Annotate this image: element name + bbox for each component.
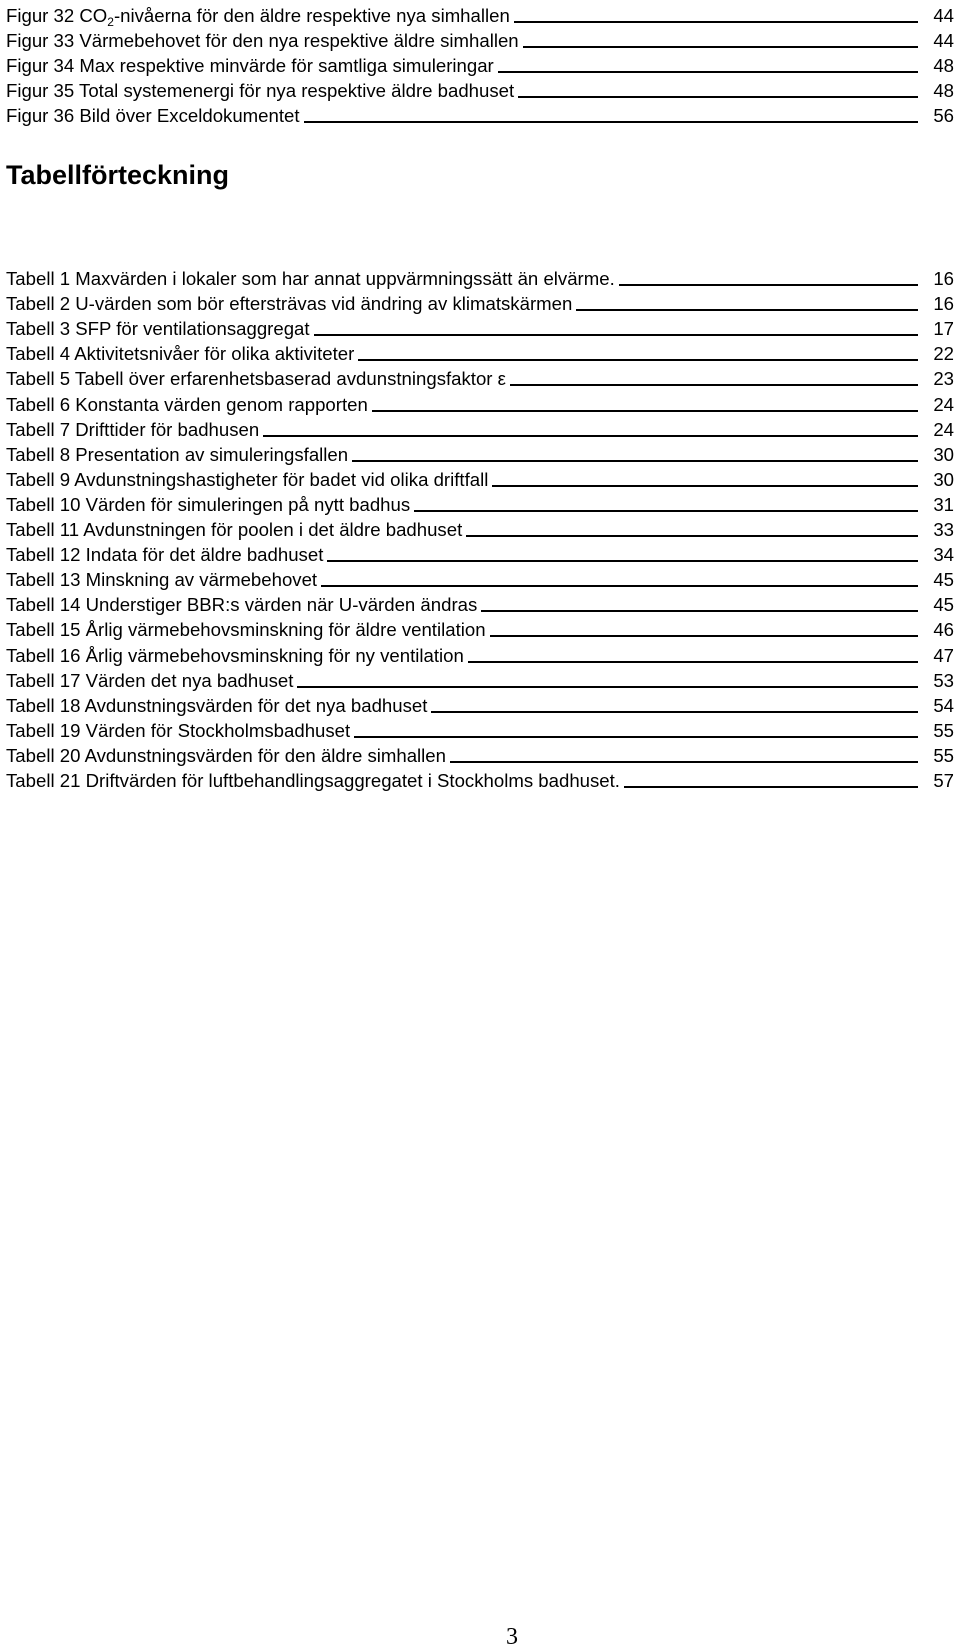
toc-entry-table-10[interactable] [6, 491, 954, 516]
dot-leader [576, 309, 918, 311]
toc-entry-page: 54 [933, 694, 954, 716]
dot-leader [466, 535, 918, 537]
dot-leader [354, 736, 918, 738]
toc-entry-label: Figur 34 Max respektive minvärde för samtliga simuleringar [6, 55, 494, 77]
dot-leader [518, 96, 918, 98]
toc-entry-label: Tabell 9 Avdunstningshastigheter för badet vid olika driftfall [6, 468, 489, 490]
dot-leader [358, 359, 918, 361]
toc-entry-table-1[interactable] [6, 265, 954, 290]
toc-entry-page: 47 [933, 644, 954, 666]
toc-entry-label: Tabell 3 SFP för ventilationsaggregat [6, 318, 310, 340]
toc-entry-table-18[interactable] [6, 692, 954, 717]
toc-entry-table-3[interactable] [6, 315, 954, 340]
toc-entry-label: Figur 33 Värmebehovet för den nya respektive äldre simhallen [6, 30, 519, 52]
dot-leader [624, 786, 918, 788]
toc-entry-page: 17 [933, 318, 954, 340]
toc-entry-page: 46 [933, 619, 954, 641]
toc-entry-page: 30 [933, 468, 954, 490]
dot-leader [498, 71, 918, 73]
dot-leader [327, 560, 918, 562]
subscript: 2 [107, 15, 114, 30]
toc-entry-page: 23 [933, 368, 954, 390]
section-heading: Tabellförteckning [6, 160, 230, 190]
toc-entry-table-16[interactable] [6, 641, 954, 666]
toc-entry-table-12[interactable] [6, 541, 954, 566]
toc-entry-label: Tabell 2 U-värden som bör eftersträvas vid ändring av klimatskärmen [6, 293, 573, 315]
toc-entry-label: Tabell 16 Årlig värmebehovsminskning för ny ventilation [6, 644, 464, 666]
toc-entry-table-14[interactable] [6, 591, 954, 616]
table-list [6, 265, 954, 792]
toc-entry-table-6[interactable] [6, 390, 954, 415]
toc-entry-table-11[interactable] [6, 516, 954, 541]
toc-entry-label: Tabell 13 Minskning av värmebehovet [6, 569, 318, 591]
dot-leader [314, 334, 918, 336]
toc-entry-label: Figur 32 $CO_2$-nivåerna för den äldre respektive nya simhallen [6, 5, 510, 30]
toc-entry-label: Tabell 12 Indata för det äldre badhuset [6, 544, 324, 566]
toc-entry-table-13[interactable] [6, 566, 954, 591]
dot-leader [468, 661, 918, 663]
toc-entry-figure-36[interactable] [6, 102, 954, 127]
toc-entry-page: 30 [933, 443, 954, 465]
toc-entry-table-15[interactable] [6, 616, 954, 641]
toc-entry-table-20[interactable] [6, 742, 954, 767]
toc-entry-label: Figur 36 Bild över Exceldokumentet [6, 105, 300, 127]
toc-entry-table-4[interactable] [6, 340, 954, 365]
dot-leader [523, 46, 918, 48]
toc-entry-page: 22 [933, 343, 954, 365]
toc-entry-table-21[interactable] [6, 767, 954, 792]
toc-entry-page: 55 [933, 719, 954, 741]
dot-leader [490, 635, 918, 637]
toc-entry-table-19[interactable] [6, 717, 954, 742]
toc-entry-table-9[interactable] [6, 466, 954, 491]
page-number: 3 [506, 1624, 518, 1650]
dot-leader [297, 686, 918, 688]
toc-entry-label: Tabell 20 Avdunstningsvärden för den äldre simhallen [6, 744, 446, 766]
toc-entry-page: 56 [933, 105, 954, 127]
dot-leader [450, 761, 918, 763]
toc-entry-figure-32[interactable] [6, 2, 954, 30]
toc-entry-label: Tabell 1 Maxvärden i lokaler som har annat uppvärmningssätt än elvärme. [6, 268, 615, 290]
toc-entry-table-8[interactable] [6, 441, 954, 466]
toc-entry-table-5[interactable] [6, 365, 954, 390]
toc-entry-label: Tabell 18 Avdunstningsvärden för det nya badhuset [6, 694, 428, 716]
toc-entry-label: Tabell 19 Värden för Stockholmsbadhuset [6, 719, 351, 741]
toc-entry-table-2[interactable] [6, 290, 954, 315]
figure-list [6, 2, 954, 127]
toc-entry-page: 48 [933, 55, 954, 77]
toc-entry-label: Tabell 7 Drifttider för badhusen [6, 418, 260, 440]
toc-entry-label: Tabell 6 Konstanta värden genom rapporten [6, 393, 368, 415]
toc-entry-label: Tabell 11 Avdunstningen för poolen i det äldre badhuset [6, 519, 463, 541]
toc-entry-label: Tabell 14 Understiger BBR:s värden när U-värden ändras [6, 594, 478, 616]
toc-entry-label: Tabell 5 Tabell över erfarenhetsbaserad avdunstningsfaktor ε [6, 368, 506, 390]
toc-entry-page: 45 [933, 569, 954, 591]
toc-entry-page: 53 [933, 669, 954, 691]
toc-entry-label: Tabell 4 Aktivitetsnivåer för olika aktiviteter [6, 343, 355, 365]
toc-entry-label: Tabell 15 Årlig värmebehovsminskning för äldre ventilation [6, 619, 486, 641]
toc-entry-page: 48 [933, 80, 954, 102]
toc-entry-page: 45 [933, 594, 954, 616]
toc-entry-page: 44 [933, 30, 954, 52]
dot-leader [321, 585, 918, 587]
dot-leader [492, 485, 918, 487]
toc-entry-page: 24 [933, 418, 954, 440]
toc-entry-page: 31 [933, 493, 954, 515]
toc-entry-figure-33[interactable] [6, 27, 954, 52]
toc-entry-page: 33 [933, 519, 954, 541]
toc-entry-table-17[interactable] [6, 667, 954, 692]
toc-entry-label: Figur 35 Total systemenergi för nya respektive äldre badhuset [6, 80, 515, 102]
toc-entry-label: Tabell 17 Värden det nya badhuset [6, 669, 294, 691]
toc-entry-label: Tabell 21 Driftvärden för luftbehandlingsaggregatet i Stockholms badhuset. [6, 769, 620, 791]
dot-leader [263, 435, 918, 437]
toc-entry-figure-35[interactable] [6, 77, 954, 102]
toc-entry-label: Tabell 8 Presentation av simuleringsfallen [6, 443, 349, 465]
dot-leader [619, 284, 918, 286]
toc-entry-page: 34 [933, 544, 954, 566]
toc-entry-figure-34[interactable] [6, 52, 954, 77]
toc-entry-page: 24 [933, 393, 954, 415]
toc-entry-page: 44 [933, 5, 954, 27]
dot-leader [514, 21, 918, 23]
dot-leader [510, 384, 918, 386]
dot-leader [352, 460, 918, 462]
toc-entry-page: 16 [933, 293, 954, 315]
dot-leader [304, 121, 918, 123]
dot-leader [431, 711, 918, 713]
toc-entry-page: 57 [933, 769, 954, 791]
toc-entry-label: Tabell 10 Värden för simuleringen på nytt badhus [6, 493, 411, 515]
toc-entry-page: 55 [933, 744, 954, 766]
dot-leader [481, 610, 918, 612]
toc-entry-table-7[interactable] [6, 416, 954, 441]
dot-leader [414, 510, 918, 512]
dot-leader [372, 410, 918, 412]
toc-entry-page: 16 [933, 268, 954, 290]
